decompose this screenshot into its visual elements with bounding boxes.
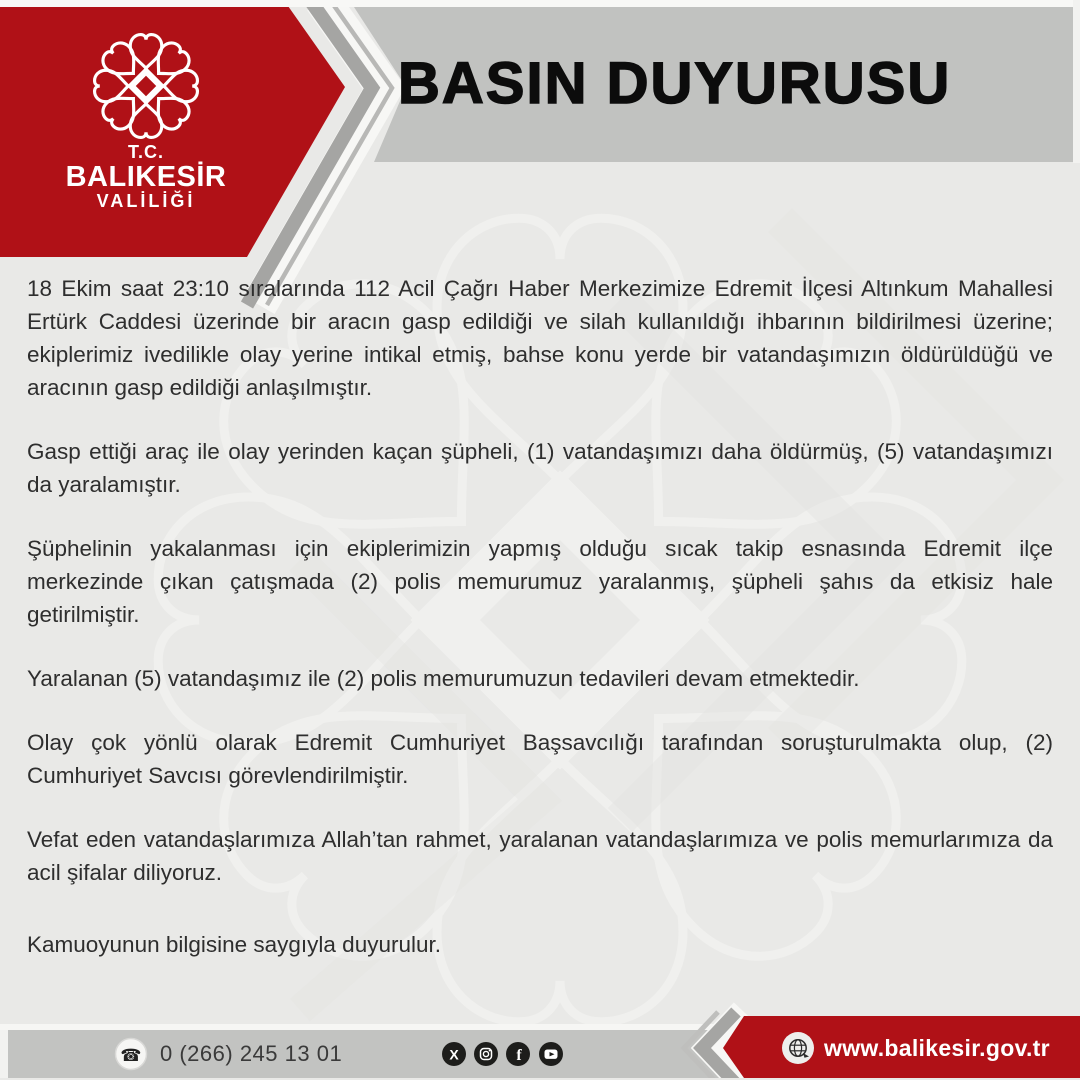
page-title: BASIN DUYURUSU: [398, 51, 952, 116]
svg-text:f: f: [516, 1047, 522, 1064]
paragraph-suspect-flight: Gasp ettiği araç ile olay yerinden kaçan şüpheli, (1) vatandaşımızı daha öldürmüş, (5) vatandaşımızı da yaralamıştır.: [27, 439, 1053, 497]
svg-text:☎: ☎: [120, 1046, 142, 1066]
paragraph-pursuit: Şüphelinin yakalanması için ekiplerimizin yapmış olduğu sıcak takip esnasında Edremit ilçe merkezinde çıkan çatışmada (2) polis memurumuz yaralanmış, şüpheli şahıs da etkisiz hale getirilmiştir.: [27, 536, 1053, 627]
phone-number: 0 (266) 245 13 01: [160, 1041, 343, 1066]
paragraph-condolences: Vefat eden vatandaşlarımıza Allah’tan rahmet, yaralanan vatandaşlarımıza ve polis memurlarımıza da acil şifalar diliyoruz.: [27, 827, 1053, 885]
announcement-body: [27, 272, 1053, 992]
top-edge-strip: [0, 0, 1080, 7]
brand-tc: T.C.: [127, 142, 164, 162]
x-icon: [442, 1042, 466, 1066]
left-edge-strip: [0, 1030, 8, 1078]
telephone-icon: [116, 1039, 147, 1070]
paragraph-treatment: Yaralanan (5) vatandaşımız ile (2) polis memurumuzun tedavileri devam etmektedir.: [27, 666, 860, 691]
youtube-icon: [539, 1042, 563, 1066]
facebook-icon: [506, 1042, 530, 1066]
paragraph-investigation: Olay çok yönlü olarak Edremit Cumhuriyet Başsavcılığı tarafından soruşturulmakta olup, (2) Cumhuriyet Savcısı görevlendirilmiştir.: [27, 730, 1053, 788]
brand-subtitle: VALİLİĞİ: [96, 191, 196, 211]
website-url: www.balikesir.gov.tr: [824, 1035, 1050, 1061]
svg-text:X: X: [449, 1046, 459, 1063]
right-edge-strip: [1073, 0, 1080, 163]
globe-icon: [782, 1032, 814, 1064]
instagram-icon: [474, 1042, 498, 1066]
brand-name: BALIKESİR: [65, 161, 227, 193]
paragraph-closing: Kamuoyunun bilgisine saygıyla duyurulur.: [27, 932, 441, 957]
paragraph-incident: 18 Ekim saat 23:10 sıralarında 112 Acil Çağrı Haber Merkezimize Edremit İlçesi Altınkum Mahallesi Ertürk Caddesi üzerinde bir aracın gasp edildiği ve silah kullanıldığı ihbarının bildirilmesi üzerine; ekiplerimiz ivedilikle olay yerine intikal etmiş, bahse konu yerde bir vatandaşımızın öldürüldüğü ve aracının gasp edildiği anlaşılmıştır.: [27, 276, 1053, 400]
